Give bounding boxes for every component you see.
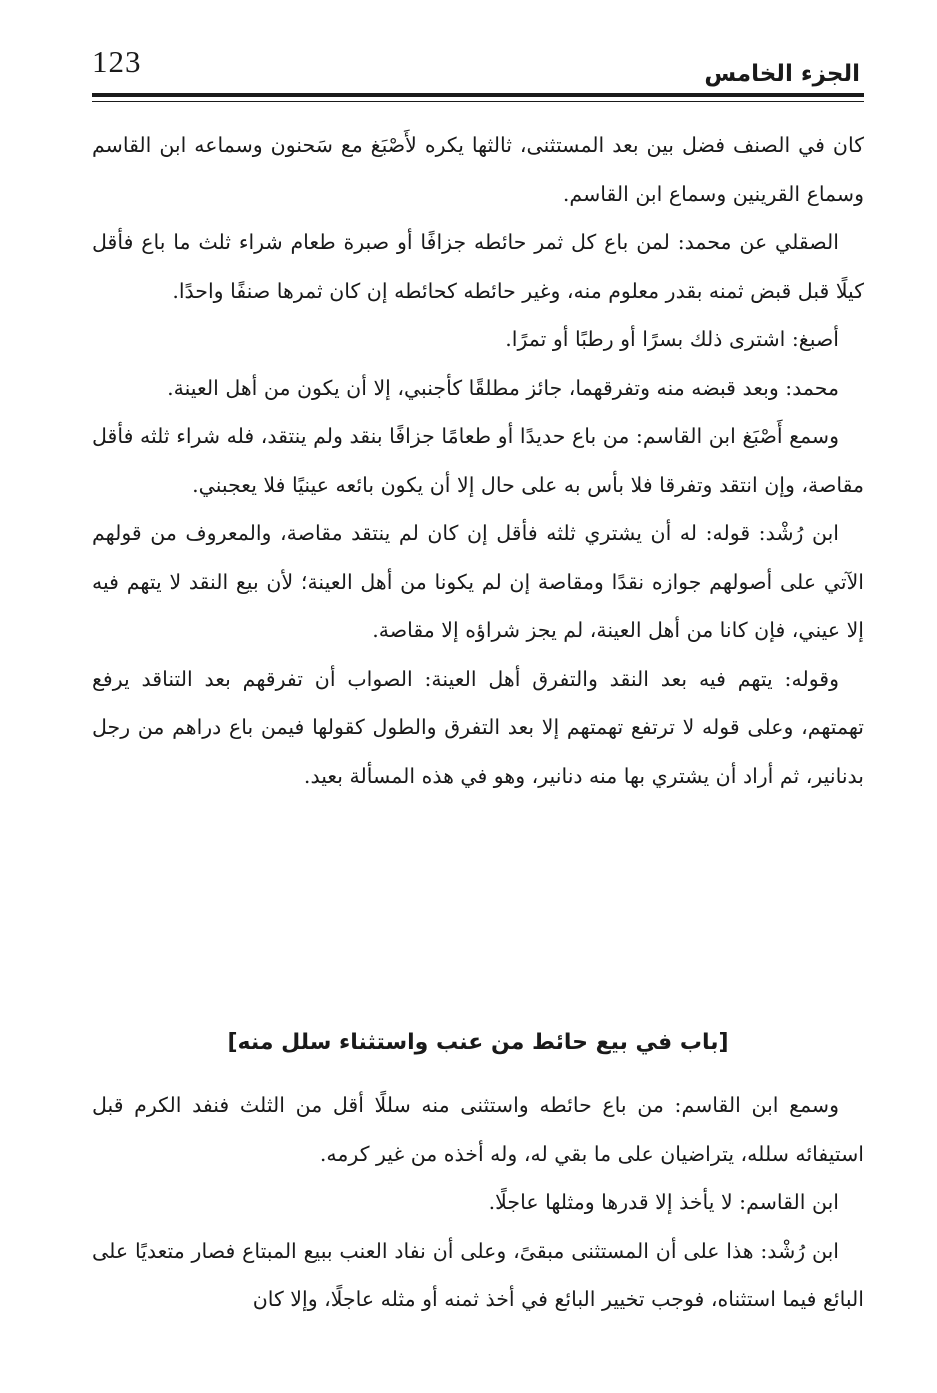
header-rule-thin: [92, 101, 864, 102]
paragraph: الصقلي عن محمد: لمن باع كل ثمر حائطه جزافًا أو صبرة طعام شراء ثلث ما باع فأقل كيلًا قبل قبض ثمنه بقدر معلوم منه، وغير حائطه كحائطه إن كان ثمرها صنفًا واحدًا.: [92, 230, 864, 303]
paragraph: محمد: وبعد قبضه منه وتفرقهما، جائز مطلقًا كأجنبي، إلا أن يكون من أهل العينة.: [167, 375, 839, 400]
paragraph: ابن القاسم: لا يأخذ إلا قدرها ومثلها عاجلًا.: [488, 1190, 839, 1214]
paragraph: ابن رُشْد: قوله: له أن يشتري ثلثه فأقل إن كان لم ينتقد مقاصة، والمعروف من قولهم الآتي على أصولهم جوازه نقدًا ومقاصة إن لم يكونا من أهل العينة؛ لأن بيع النقد لا يتهم فيه إلا عيني، فإن كانا من أهل العينة، لم يجز شراؤه إلا مقاصة.: [92, 521, 864, 642]
header-rule-thick: [92, 93, 864, 97]
body-text-top: [92, 121, 864, 800]
paragraph: كان في الصنف فضل بين بعد المستثنى، ثالثها يكره لأَصْبَغ مع سَحنون وسماعه ابن القاسم وسماع القرينين وسماع ابن القاسم.: [92, 133, 864, 206]
body-text-bottom: [92, 1081, 864, 1324]
paragraph: أصبغ: اشترى ذلك بسرًا أو رطبًا أو تمرًا.: [505, 327, 839, 351]
running-title: الجزء الخامس: [704, 61, 860, 87]
page-number: 123: [92, 44, 142, 79]
paragraph: وسمع أَصْبَغ ابن القاسم: من باع حديدًا أو طعامًا جزافًا بنقد ولم ينتقد، فله شراء ثلثه فأقل مقاصة، وإن انتقد وتفرقا فلا بأس به على حال إلا أن يكون بائعه عينيًا فلا يعجبني.: [92, 424, 864, 497]
paragraph: وقوله: يتهم فيه بعد النقد والتفرق أهل العينة: الصواب أن تفرقهم بعد التناقد يرفع تهمتهم، وعلى قوله لا ترتفع تهمتهم إلا بعد التفرق والطول كقولها فيمن باع دراهم من رجل بدنانير، ثم أراد أن يشتري بها منه دنانير، وهو في هذه المسألة بعيد.: [92, 666, 864, 788]
paragraph: وسمع ابن القاسم: من باع حائطه واستثنى منه سللًا أقل من الثلث فنفد الكرم قبل استيفائه سلله، يتراضيان على ما بقي له، وله أخذه من غير كرمه.: [92, 1093, 864, 1166]
section-heading: [باب في بيع حائط من عنب واستثناء سلل منه]: [227, 1030, 729, 1055]
paragraph: ابن رُشْد: هذا على أن المستثنى مبقىً، وعلى أن نفاد العنب ببيع المبتاع فصار متعديًا على البائع فيما استثناه، فوجب تخيير البائع في أخذ ثمنه أو مثله عاجلًا، وإلا كان: [92, 1238, 864, 1311]
